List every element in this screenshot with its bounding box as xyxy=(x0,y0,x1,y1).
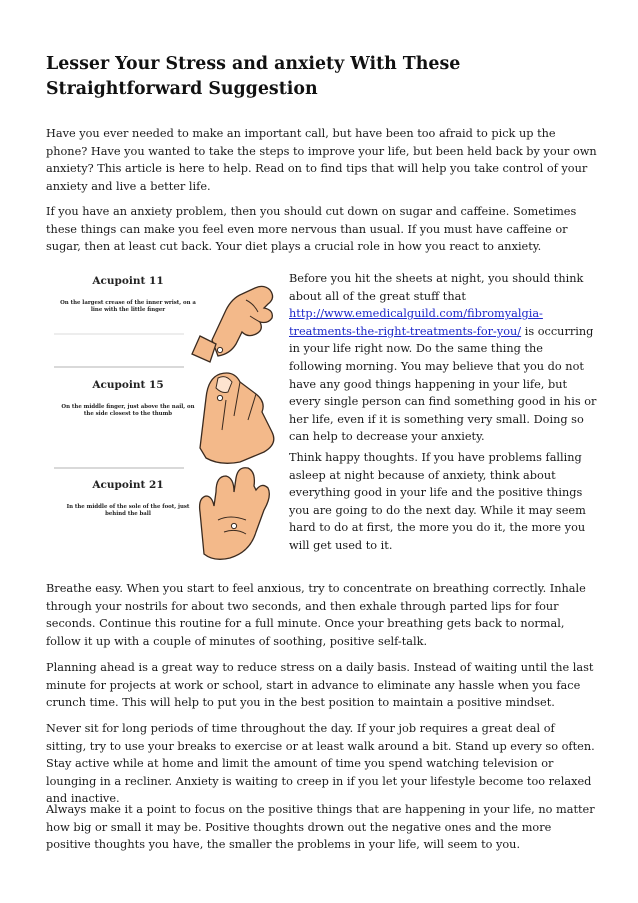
paragraph-intro: Have you ever needed to make an important call, but have been too afraid to pick up the phone? Have you wanted to take the steps to improve your life, but been held back by your own anxiety? This article is here to help. Read on to find tips that will help you take control of your anxiety and live a better life. xyxy=(46,127,597,193)
acupoint-11-title: Acupoint 11 xyxy=(92,275,164,287)
wrist-hand-illustration xyxy=(192,286,273,362)
acupoint-21-marker xyxy=(231,523,236,528)
acupoint-15-caption-1: On the middle finger, just above the nail, on xyxy=(61,404,195,410)
paragraph-stay-active: Never sit for long periods of time throughout the day. If your job requires a great deal of sitting, try to use your breaks to exercise or at least walk around a bit. Stand up every so often. Stay active while at home and limit the amount of time you spend watching television or lounging in a recliner. Anxiety is waiting to creep in if you let your lifestyle become too relaxed and inactive. xyxy=(46,722,595,806)
acupoint-figure xyxy=(50,270,284,570)
paragraph-positive-focus: Always make it a point to focus on the positive things that are happening in your life, no matter how big or small it may be. Positive thoughts drown out the negative ones and the more positive thoughts you have, the smaller the problems in your life, will seem to you. xyxy=(46,803,595,852)
acupoint-15-title: Acupoint 15 xyxy=(92,379,164,391)
paragraph-happy-thoughts: Think happy thoughts. If you have problems falling asleep at night because of anxiety, think about everything good in your life and the positive things you are going to do the next day. While it may seem hard to do at first, the more you do it, the more you will get used to it. xyxy=(289,451,586,552)
paragraph-think-good-stuff xyxy=(289,270,599,446)
acupoint-panel-15 xyxy=(61,373,273,463)
finger-nail-illustration xyxy=(200,373,274,463)
acupoint-21-caption-2: behind the ball xyxy=(105,511,151,517)
article-title: Lesser Your Stress and anxiety With These Straightforward Suggestion xyxy=(46,54,461,99)
palm-illustration xyxy=(200,468,270,560)
paragraph-planning-ahead: Planning ahead is a great way to reduce stress on a daily basis. Instead of waiting until the last minute for projects at work or school, start in advance to eliminate any hassle when you face crunch time. This will help to put you in the best position to maintain a positive mindset. xyxy=(46,661,594,710)
acupoint-11-marker xyxy=(217,347,222,352)
paragraph-sugar-caffeine: If you have an anxiety problem, then you should cut down on sugar and caffeine. Sometimes these things can make you feel even more nervous than usual. If you must have caffeine or sugar, then at least cut back. Your diet plays a crucial role in how you react to anxiety. xyxy=(46,205,577,254)
acupoint-21-caption-1: In the middle of the sole of the foot, just xyxy=(66,504,190,510)
acupoint-11-caption-2: line with the little finger xyxy=(90,307,166,313)
acupoint-15-caption-2: the side closest to the thumb xyxy=(83,411,173,417)
acupoint-panel-21 xyxy=(67,468,270,560)
acupoint-15-marker xyxy=(217,395,222,400)
acupoint-panel-11 xyxy=(54,275,273,362)
acupoint-21-title: Acupoint 21 xyxy=(92,479,164,491)
acupoint-11-caption-1: On the largest crease of the inner wrist, on a xyxy=(60,300,196,306)
article-link[interactable]: http://www.emedicalguild.com/fibromyalgia-treatments-the-right-treatments-for-you/ xyxy=(289,307,543,338)
paragraph-text: Before you hit the sheets at night, you should think about all of the great stuff that xyxy=(289,272,584,303)
paragraph-breathe-easy: Breathe easy. When you start to feel anxious, try to concentrate on breathing correctly. Inhale through your nostrils for about two seconds, and then exhale through parted lips for four seconds. Continue this routine for a full minute. Once your breathing gets back to normal, follow it up with a couple of minutes of soothing, positive self-talk. xyxy=(46,582,586,648)
paragraph-text: is occurring in your life right now. Do the same thing the following morning. You may believe that you do not have any good things happening in your life, but every single person can find something good in his or her life, even if it is something very small. Doing so can help to decrease your anxiety. xyxy=(289,324,597,444)
